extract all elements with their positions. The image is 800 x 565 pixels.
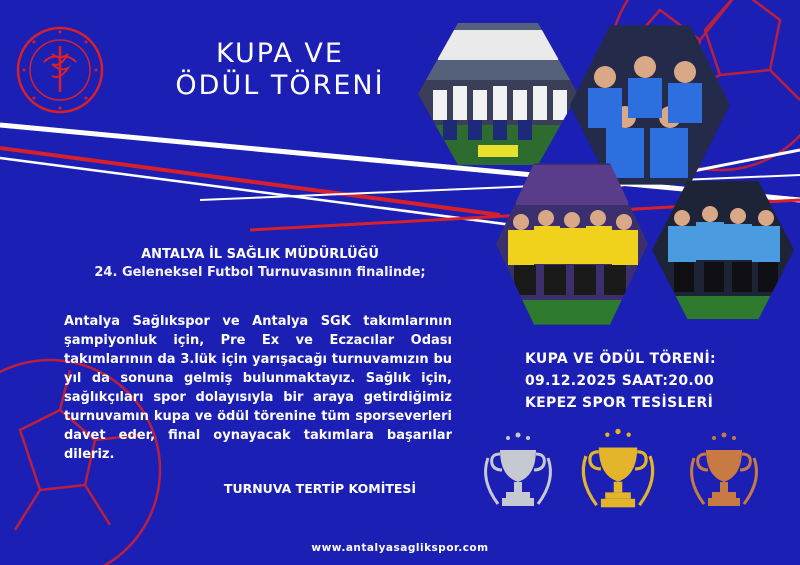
title-line-2: ÖDÜL TÖRENİ (175, 70, 385, 101)
ministry-seal-icon (14, 24, 106, 116)
event-venue: KEPEZ SPOR TESİSLERİ (525, 395, 714, 411)
poster-title (150, 38, 410, 102)
event-datetime: 09.12.2025 SAAT:20.00 (525, 373, 715, 389)
body-text: Antalya Sağlıkspor ve Antalya SGK takımlarının şampiyonluk için, Pre Ex ve Eczacılar Odası takımlarının da 3.lük için yarışacağı turnuvamızın bu yıl da sonuna gelmiş bulunmaktayız. Sağlık için, sağlıkçıları spor dolayısıyla bir araya getirdiğimiz turnuvamın kupa ve ödül törenine tüm sporseverleri davet eder, final oynayacak takımlara başarılar dileriz. (64, 314, 452, 462)
silver-trophy-icon (474, 428, 562, 516)
website-link[interactable]: www.antalyasaglikspor.com (311, 542, 489, 554)
event-info (525, 348, 785, 414)
organization-name: ANTALYA İL SAĞLIK MÜDÜRLÜĞÜ (141, 247, 379, 262)
event-title: KUPA VE ÖDÜL TÖRENİ: (525, 351, 716, 367)
subtitle: 24. Geleneksel Futbol Turnuvasının finalinde; (94, 265, 426, 280)
gold-trophy-icon (571, 424, 665, 518)
signature: TURNUVA TERTİP KOMİTESİ (223, 481, 417, 496)
title-line-1: KUPA VE (216, 38, 344, 69)
bronze-trophy-icon (680, 428, 768, 516)
